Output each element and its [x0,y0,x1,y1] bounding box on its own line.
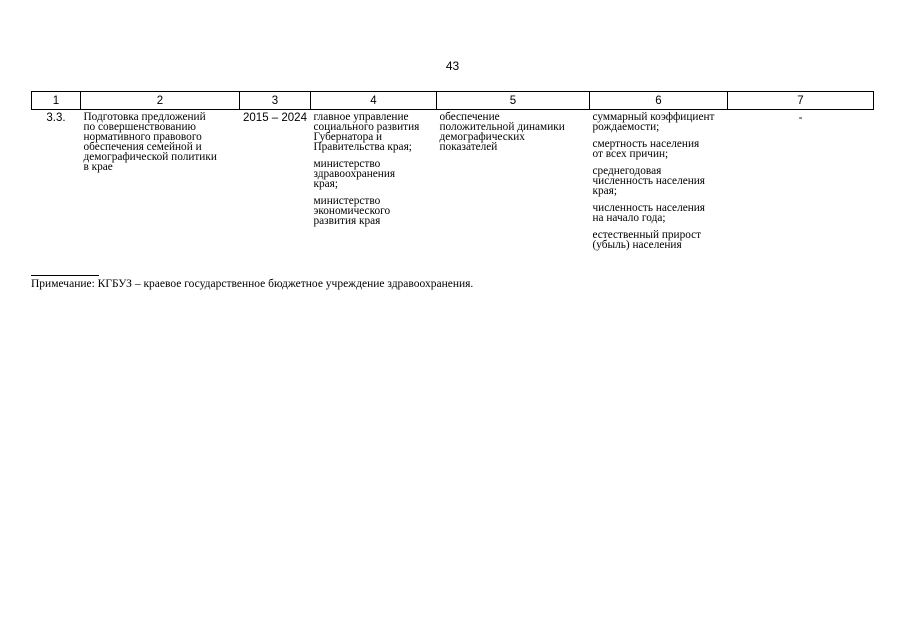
text-line: естественный прирост [592,229,702,241]
header-col-6: 6 [590,92,728,110]
text-line: положительной динамики [439,121,565,133]
indicator-item [593,112,725,132]
text-line: социального развития [313,121,420,133]
text-line: здравоохранения [313,168,396,180]
text-line: численность населения [592,175,706,187]
row-responsible [311,110,437,258]
text-line: обеспечения семейной и [83,141,202,153]
text-line: в крае [83,161,113,173]
header-col-7: 7 [728,92,874,110]
responsible-item [314,159,434,189]
header-col-3: 3 [240,92,311,110]
page-number: 43 [445,59,460,73]
indicator-item [593,139,725,159]
text-line: обеспечение [439,111,500,123]
footnote: Примечание: КГБУЗ – краевое государственное бюджетное учреждение здравоохранения. [31,278,474,290]
row-period: 2015 – 2024 [243,112,307,124]
footnote-divider [31,275,99,276]
text-line: по совершенствованию [83,121,196,133]
text-line: рождаемости; [592,121,660,133]
text-line: среднегодовая [592,165,662,177]
text-line: от всех причин; [592,148,669,160]
indicator-item [593,203,725,223]
text-line: развития края [313,215,381,227]
row-description [81,110,240,258]
text-line: главное управление [313,111,409,123]
text-line: Губернатора и [313,131,383,143]
row-indicators [590,110,728,258]
header-col-4: 4 [311,92,437,110]
text-line: министерство [313,158,381,170]
text-line: демографических [439,131,525,143]
indicator-item [593,230,725,250]
text-line: численность населения [592,202,706,214]
text-line: Правительства края; [313,141,412,153]
text-line: на начало года; [592,212,666,224]
text-line: края; [313,178,338,190]
row-number: 3.3. [46,112,66,124]
text-line: суммарный коэффициент [592,111,715,123]
responsible-item [314,196,434,226]
text-line: экономического [313,205,391,217]
table-row [32,110,874,258]
text-line: смертность населения [592,138,700,150]
plan-table [31,91,874,257]
text-line: показателей [439,141,498,153]
text-line: министерство [313,195,381,207]
header-row [32,92,874,110]
text-line: края; [592,185,617,197]
text-line: (убыль) населения [592,239,682,251]
header-col-5: 5 [437,92,590,110]
text-line: Подготовка предложений [83,111,206,123]
header-col-2: 2 [81,92,240,110]
responsible-item [314,112,434,152]
text-line: нормативного правового [83,131,202,143]
header-col-1: 1 [32,92,81,110]
text-line: демографической политики [83,151,217,163]
indicator-item [593,166,725,196]
row-result [437,110,590,258]
row-col7: - [798,112,803,124]
